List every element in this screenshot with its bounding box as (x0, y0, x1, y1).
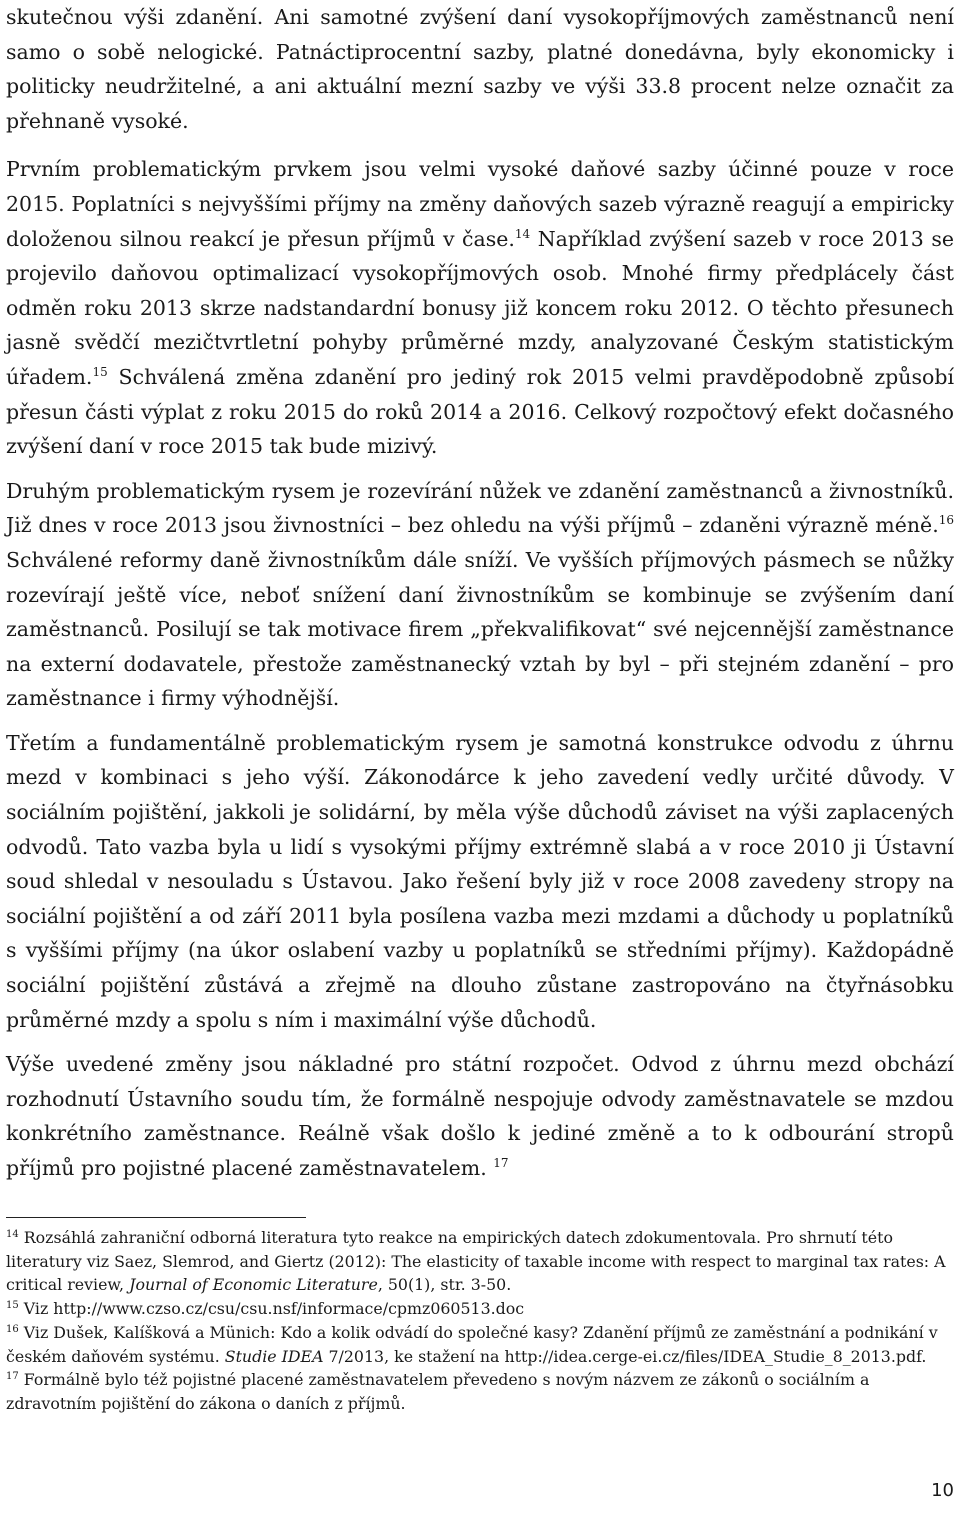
paragraph-first-problem (6, 152, 954, 463)
paragraph-text: Výše uvedené změny jsou nákladné pro státní rozpočet. Odvod z úhrnu mezd obchází rozhodnutí Ústavního soudu tím, že formálně nespojuje odvody zaměstnavatele se mzdou konkrétního zaměstnance. Reálně však došlo k jediné změně a to k odbourání stropů příjmů pro pojistné placené zaměstnavatelem. (6, 1052, 954, 1180)
paragraph-intro (6, 0, 954, 138)
series-title: Studie IDEA (224, 1346, 324, 1366)
paragraph-text: skutečnou výši zdanění. Ani samotné zvýšení daní vysokopříjmových zaměstnanců není samo o sobě nelogické. Patnáctiprocentní sazby, platné donedávna, byly ekonomicky i politicky neudržitelné, a ani aktuální mezní sazby ve výši 33.8 procent nelze označit za přehnaně vysoké. (6, 5, 954, 133)
footnote-separator (6, 1217, 306, 1218)
footnote-number: 17 (6, 1371, 19, 1383)
paragraph-text: Třetím a fundamentálně problematickým rysem je samotná konstrukce odvodu z úhrnu mezd v kombinaci s jeho výší. Zákonodárce k jeho zavedení vedly určité důvody. V sociálním pojištění, jakkoli je solidární, by měla výše důchodů záviset na výši zaplacených odvodů. Tato vazba byla u lidí s vysokými příjmy extrémně slabá a v roce 2010 ji Ústavní soud shledal v nesouladu s Ústavou. Jako řešení byly již v roce 2008 zavedeny stropy na sociální pojištění a od září 2011 byla posílena vazba mezi mzdami a důchody u poplatníků s vyššími příjmy (na úkor oslabení vazby u poplatníků se středními příjmy). Každopádně sociální pojištění zůstává a zřejmě na dlouho zůstane zastropováno na čtyřnásobku průměrné mzdy a spolu s ním i maximální výše důchodů. (6, 730, 954, 1032)
footnote-ref-16[interactable]: 16 (938, 513, 954, 528)
page-number: 10 (931, 1480, 954, 1501)
footnote-ref-15[interactable]: 15 (92, 364, 108, 379)
footnote-ref-17[interactable]: 17 (493, 1156, 509, 1170)
footnote-number: 15 (6, 1300, 19, 1312)
footnote-text: , 50(1), str. 3-50. (377, 1275, 512, 1295)
footnote-ref-14[interactable]: 14 (514, 226, 531, 241)
footnote-number: 14 (6, 1229, 19, 1240)
footnote-16 (6, 1321, 954, 1368)
paragraph-second-problem (6, 474, 954, 716)
paragraph-text: Prvním problematickým prvkem jsou velmi vysoké daňové sazby účinné pouze v roce 2015. Poplatníci s nejvyššími příjmy na změny daňových sazeb výrazně reagují a empiricky doloženou silnou reakcí je přesun příjmů v čase. (6, 157, 954, 251)
document-body (6, 0, 954, 1196)
paragraph-text: Schválená změna zdanění pro jediný rok 2015 velmi pravděpodobně způsobí přesun části výplat z roku 2015 do roků 2014 a 2016. Celkový rozpočtový efekt dočasného zvýšení daní v roce 2015 tak bude mizivý. (6, 364, 954, 459)
paragraph-budget-cost (6, 1047, 954, 1185)
paragraph-text: Schválené reformy daně živnostníkům dále sníží. Ve vyšších příjmových pásmech se nůžky rozevírají ještě více, neboť snížení daní živnostníkům se kombinuje se zvýšením daní zaměstnanců. Posilují se tak motivace firem „překvalifikovat“ své nejcennější zaměstnance na externí dodavatele, přestože zaměstnanecký vztah by byl – při stejném zdanění – pro zaměstnance i firmy výhodnější. (6, 547, 954, 711)
footnote-text: Rozsáhlá zahraniční odborná literatura tyto reakce na empirických datech zdokumentovala. Pro shrnutí této literatury viz Saez, Slemrod, and Giertz (2012): The elasticity of taxable income with respect to marginal tax rates: A critical review, (6, 1228, 946, 1295)
footnote-17 (6, 1368, 954, 1415)
journal-title: Journal of Economic Literature (129, 1275, 378, 1295)
paragraph-text: Například zvýšení sazeb v roce 2013 se projevilo daňovou optimalizací vysokopříjmových osob. Mnohé firmy předplácely část odměn roku 2013 skrze nadstandardní bonusy již koncem roku 2012. O těchto přesunech jasně svědčí mezičtvrtletní pohyby průměrné mzdy, analyzované Českým statistickým úřadem. (6, 226, 954, 389)
paragraph-third-problem (6, 726, 954, 1037)
footnote-link-text[interactable]: 7/2013, ke stažení na http://idea.cerge-ei.cz/files/IDEA_Studie_8_2013.pdf. (323, 1346, 927, 1366)
footnote-15 (6, 1297, 954, 1321)
footnote-text: Viz Dušek, Kalíšková a Münich: Kdo a kolik odvádí do společné kasy? Zdanění příjmů ze zaměstnání a podnikání v českém daňovém systému. (6, 1322, 938, 1366)
footnote-text: Formálně bylo též pojistné placené zaměstnavatelem převedeno s novým názvem ze zákonů o sociálním a zdravotním pojištění do zákona o daních z příjmů. (6, 1370, 870, 1413)
footnote-link-text[interactable]: Viz http://www.czso.cz/csu/csu.nsf/informace/cpmz060513.doc (18, 1299, 525, 1319)
footnotes (6, 1226, 954, 1416)
footnote-14 (6, 1226, 954, 1297)
footnote-number: 16 (6, 1323, 19, 1335)
paragraph-text: Druhým problematickým rysem je rozevírání nůžek ve zdanění zaměstnanců a živnostníků. Již dnes v roce 2013 jsou živnostníci – bez ohledu na výši příjmů – zdaněni výrazně méně. (6, 478, 954, 538)
